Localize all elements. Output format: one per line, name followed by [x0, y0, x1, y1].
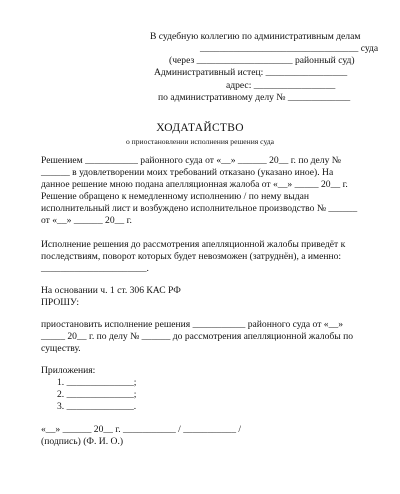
para1-line: данное решение мною подана апелляционная жалоба от «__» _____ 20__ г.	[41, 179, 348, 190]
para2-line: ______________________.	[41, 263, 149, 274]
header-court-name: _________________________________ суда	[200, 43, 379, 54]
para1-line: Решением ___________ районного суда от «__» ______ 20__ г. по делу №	[41, 155, 341, 166]
para1-line: исполнительный лист и возбуждено исполнительное производство № ______	[41, 203, 358, 214]
attachments-label: Приложения:	[41, 365, 96, 376]
request-heading: ПРОШУ:	[41, 297, 80, 308]
para2-line: последствиям, поворот которых будет невозможен (затруднён), а именно:	[41, 251, 342, 262]
para2-line: Исполнение решения до рассмотрения апелляционной жалобы приведёт к	[41, 239, 346, 250]
header-case-number: по административному делу № _____________	[158, 92, 351, 103]
request-line: _____ 20__ г. по делу № ______ до рассмотрения апелляционной жалобы по	[41, 331, 354, 342]
header-via-district-court: (через ____________________ районный суд)	[169, 55, 355, 66]
header-plaintiff: Административный истец: _________________	[154, 67, 348, 78]
signature-date-line: «__» ______ 20__ г. ___________ / ___________ /	[41, 424, 242, 435]
header-court-college: В судебную коллегию по административным делам	[150, 31, 361, 42]
para1-line: ______ в удовлетворении моих требований отказано (указано иное). На	[41, 167, 334, 178]
attachment-item: 3. ______________.	[57, 401, 137, 412]
document-subtitle: о приостановлении исполнения решения суда	[125, 137, 275, 146]
attachment-item: 2. ______________;	[57, 389, 137, 400]
request-line: приостановить исполнение решения ___________ районного суда от «__»	[41, 319, 343, 330]
signature-caption: (подпись) (Ф. И. О.)	[41, 436, 124, 447]
request-line: существу.	[41, 343, 81, 354]
para1-line: от «__» ______ 20__ г.	[41, 215, 132, 226]
document-title: ХОДАТАЙСТВО	[156, 122, 244, 134]
attachment-item: 1. ______________;	[57, 377, 137, 388]
header-address: адрес: _________________	[226, 80, 336, 91]
legal-basis: На основании ч. 1 ст. 306 КАС РФ	[41, 285, 181, 296]
para1-line: Решение обращено к немедленному исполнению / по нему выдан	[41, 191, 309, 202]
